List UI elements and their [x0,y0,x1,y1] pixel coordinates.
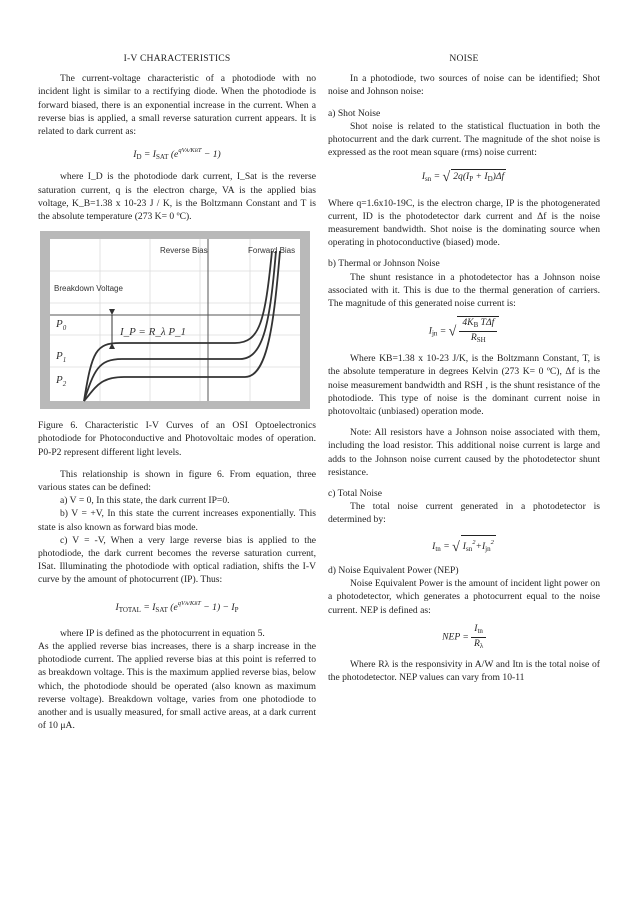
johnson-noise-equation: $I_{jn}$ = √ $\frac{4K_B T\Delta f}{R_{SH}}$ [328,316,600,346]
breakdown-voltage-label: Breakdown Voltage [54,284,123,294]
johnson-noise-text: The shunt resistance in a photodetector has a Johnson noise associated with it. This is due to the thermal generation of carriers. The magnitude of this generated noise current is: [328,271,600,310]
state-a: a) V = 0, In this state, the dark current IP=0. [60,495,230,507]
shot-noise-text: Shot noise is related to the statistical fluctuation in both the photocurrent and the dark current. The magnitude of the shot noise is expressed as the root mean square (rms) noise current: [328,120,600,159]
shot-noise-title: a) Shot Noise [328,107,381,119]
johnson-noise-definition: Where KB=1.38 x 10-23 J/K, is the Boltzmann Constant, T, is the absolute temperature in degrees Kelvin (273 K= 0 ºC), Δf is the noise measurement bandwidth and RSH , is the shunt resistance of the photodiode. This type of noise is the dominant current noise in photovoltaic (unbiased) operation mode. [328,353,600,418]
photocurrent-note: where IP is defined as the photocurrent in equation 5. [60,627,265,639]
johnson-noise-title: b) Thermal or Johnson Noise [328,258,440,270]
dark-current-equation: $I_D = I_{SAT}$ $(e^{qVA/KBT} - 1)$ [133,147,221,162]
resistor-note: Note: All resistors have a Johnson noise associated with them, including the load resistor. This additional noise current is large and adds to the Johnson noise current caused by the photodetector shunt resistance. [328,427,600,478]
figure-6-caption: Figure 6. Characteristic I-V Curves of an OSI Optoelectronics photodiode for Photoconductive and Photovoltaic modes of operation. P0-P2 represent different light levels. [38,420,316,458]
left-column [38,52,316,733]
states-intro: This relationship is shown in figure 6. From equation, three various states can be defined: [38,468,316,494]
iv-characteristics-heading: I-V CHARACTERISTICS [123,53,231,64]
total-noise-text: The total noise current generated in a photodetector is determined by: [328,501,600,526]
total-noise-equation: $I_{tn}$ = √ $I_{sn}^2+I_{jn}^2$ [328,535,600,556]
iv-curve-plot [40,231,310,409]
total-current-equation: $I_{TOTAL} = I_{SAT}$ $(e^{qVA/KBT} - 1) - I_P$ [115,599,239,614]
right-column [328,52,600,684]
noise-intro: In a photodiode, two sources of noise can be identified; Shot noise and Johnson noise: [328,73,600,98]
nep-definition: Where Rλ is the responsivity in A/W and Itn is the total noise of the photodetector. NEP values can vary from 10-11 [328,658,600,683]
iv-curve-figure [40,231,310,409]
shot-noise-equation: $I_{sn}$ = √ $2q(I_P + I_D)\Delta f$ [421,170,505,186]
p0-label: $P_0$ [56,318,67,333]
total-noise-title: c) Total Noise [328,488,383,500]
state-c: c) V = -V, When a very large reverse bias is applied to the photodiode, the dark current becomes the reverse saturation current, ISat. Illuminating the photodiode with optical radiation, shifts the I-V curve by the amount of photocurrent (IP). Thus: [38,534,316,586]
forward-bias-label: Forward Bias [248,246,296,256]
photocurrent-relation: I_P = R_λ P_1 [120,326,187,339]
nep-text: Noise Equivalent Power is the amount of incident light power on a photodetector, which generates a photocurrent equal to the noise current. NEP is defined as: [328,578,600,616]
iv-intro-paragraph: The current-voltage characteristic of a photodiode with no incident light is similar to a rectifying diode. When the photodiode is forward biased, there is an exponential increase in the current. When a reverse bias is applied, a small reverse saturation current appears. It is related to dark current as: [38,73,316,138]
state-b: b) V = +V, In this state the current increases exponentially. This state is also known as forward bias mode. [38,508,316,533]
nep-equation: NEP = $\frac{I_{tn}}{R_\lambda}$ [328,623,600,652]
dark-current-definition: where I_D is the photodiode dark current, I_Sat is the reverse saturation current, q is the electron charge, VA is the applied bias voltage, K_B=1.38 x 10-23 J / K, is the Boltzmann Constant and T is the absolute temperature (273 K= 0 ºC). [38,171,316,223]
nep-title: d) Noise Equivalent Power (NEP) [328,564,459,576]
noise-heading: NOISE [449,53,479,64]
reverse-bias-label: Reverse Bias [160,246,208,256]
p1-label: $P_1$ [56,350,67,365]
breakdown-paragraph: As the applied reverse bias increases, there is a sharp increase in the photodiode current. The applied reverse bias at this point is referred to as breakdown voltage. This is the maximum applied reverse bias, below which, the photodiode should be operated (also known as maximum reverse voltage). Breakdown voltage, varies from one photodiode to another and is usually measured, for small active areas, at a dark current of 10 μA. [38,641,316,732]
p2-label: $P_2$ [56,374,67,389]
shot-noise-definition: Where q=1.6x10-19C, is the electron charge, IP is the photogenerated current, ID is the photodetector dark current and Δf is the noise measurement bandwidth. Shot noise is the dominating source when operating in photoconductive (biased) mode. [328,197,600,249]
